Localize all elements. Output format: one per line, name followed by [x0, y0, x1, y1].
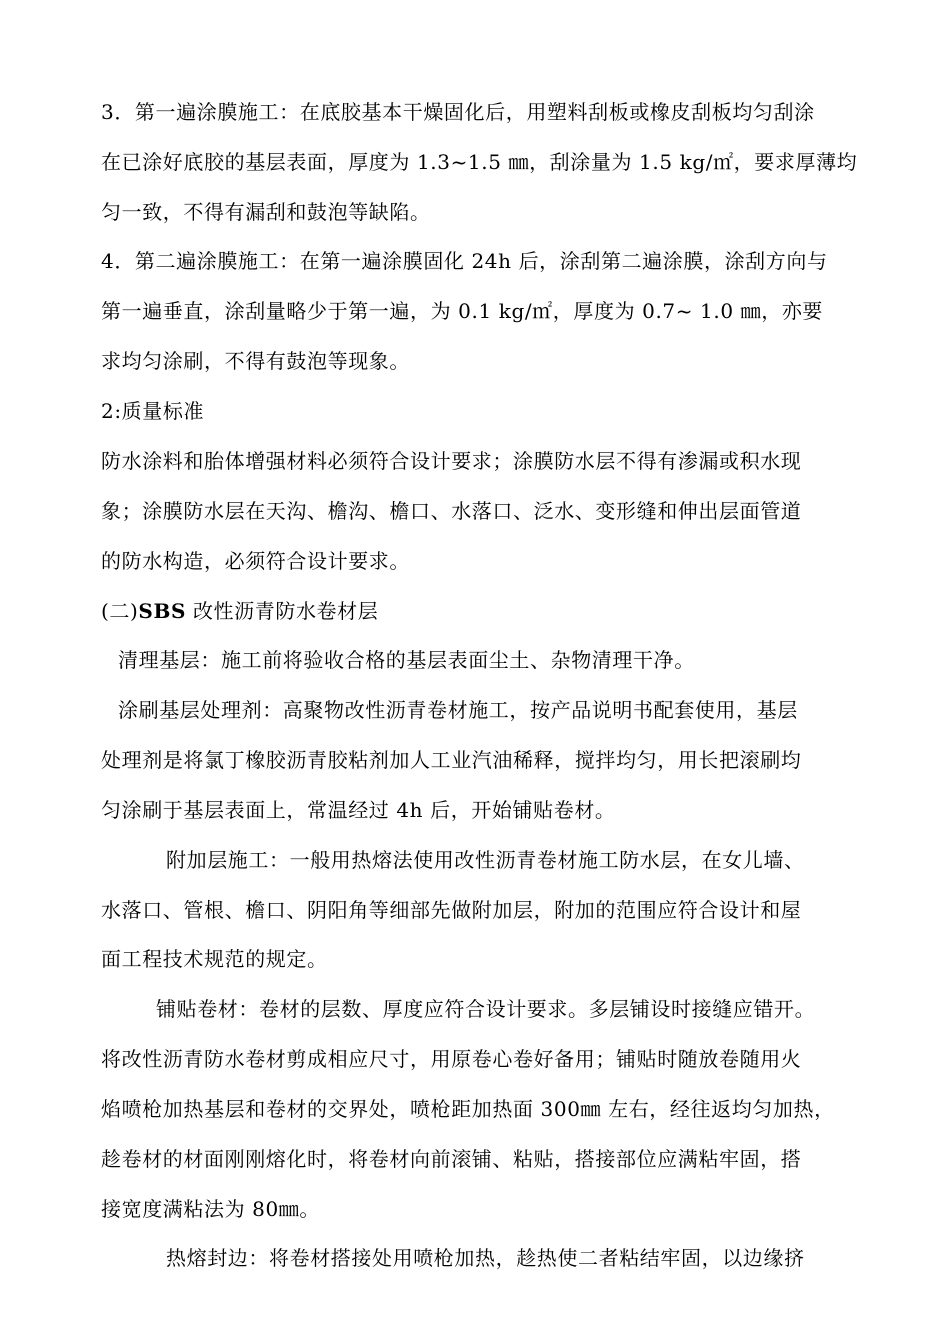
- text-line: 热熔封边：将卷材搭接处用喷枪加热，趁热使二者粘结牢固，以边缘挤: [166, 1246, 805, 1270]
- text-line: 接宽度满粘法为 80㎜。: [101, 1197, 321, 1221]
- text-line: 第一遍垂直，涂刮量略少于第一遍，为 0.1 kg/㎡，厚度为 0.7~ 1.0 ㎜，亦要: [101, 299, 824, 323]
- text-line: 4．第二遍涂膜施工：在第一遍涂膜固化 24h 后，涂刮第二遍涂膜，涂刮方向与: [101, 249, 828, 273]
- text-line: 焰喷枪加热基层和卷材的交界处，喷枪距加热面 300㎜ 左右，经往返均匀加热，: [101, 1097, 835, 1121]
- text-line: 附加层施工：一般用热熔法使用改性沥青卷材施工防水层，在女儿墙、: [166, 848, 805, 872]
- text-line: 象；涂膜防水层在天沟、檐沟、檐口、水落口、泛水、变形缝和伸出层面管道: [101, 499, 802, 523]
- heading-prefix: (二): [101, 599, 139, 623]
- text-line: 处理剂是将氯丁橡胶沥青胶粘剂加人工业汽油稀释，搅拌均匀，用长把滚刷均: [101, 748, 802, 772]
- text-line: 在已涂好底胶的基层表面，厚度为 1.3~1.5 ㎜，刮涂量为 1.5 kg/㎡，要求厚薄均: [101, 150, 858, 174]
- text-line: 将改性沥青防水卷材剪成相应尺寸，用原卷心卷好备用；铺贴时随放卷随用火: [101, 1047, 802, 1071]
- text-line: 趁卷材的材面刚刚熔化时，将卷材向前滚铺、粘贴，搭接部位应满粘牢固，搭: [101, 1147, 802, 1171]
- text-line: 防水涂料和胎体增强材料必须符合设计要求；涂膜防水层不得有渗漏或积水现: [101, 449, 802, 473]
- text-line: 清理基层：施工前将验收合格的基层表面尘土、杂物清理干净。: [118, 648, 695, 672]
- text-line: 匀一致，不得有漏刮和鼓泡等缺陷。: [101, 200, 431, 224]
- text-line: 铺贴卷材：卷材的层数、厚度应符合设计要求。多层铺设时接缝应错开。: [156, 997, 816, 1021]
- section-heading: 2:质量标准: [101, 399, 205, 423]
- text-line: 涂刷基层处理剂：高聚物改性沥青卷材施工，按产品说明书配套使用，基层: [118, 698, 798, 722]
- heading-bold: SBS: [138, 599, 186, 623]
- text-line: 3．第一遍涂膜施工：在底胶基本干燥固化后，用塑料刮板或橡皮刮板均匀刮涂: [101, 100, 815, 124]
- text-line: 水落口、管根、檐口、阴阳角等细部先做附加层，附加的范围应符合设计和屋: [101, 898, 802, 922]
- text-line: 面工程技术规范的规定。: [101, 947, 328, 971]
- text-line: 的防水构造，必须符合设计要求。: [101, 549, 410, 573]
- text-line: 求均匀涂刷，不得有鼓泡等现象。: [101, 349, 410, 373]
- text-line: 匀涂刷于基层表面上，常温经过 4h 后，开始铺贴卷材。: [101, 798, 616, 822]
- subsection-heading: [101, 593, 871, 629]
- heading-rest: 改性沥青防水卷材层: [186, 599, 379, 623]
